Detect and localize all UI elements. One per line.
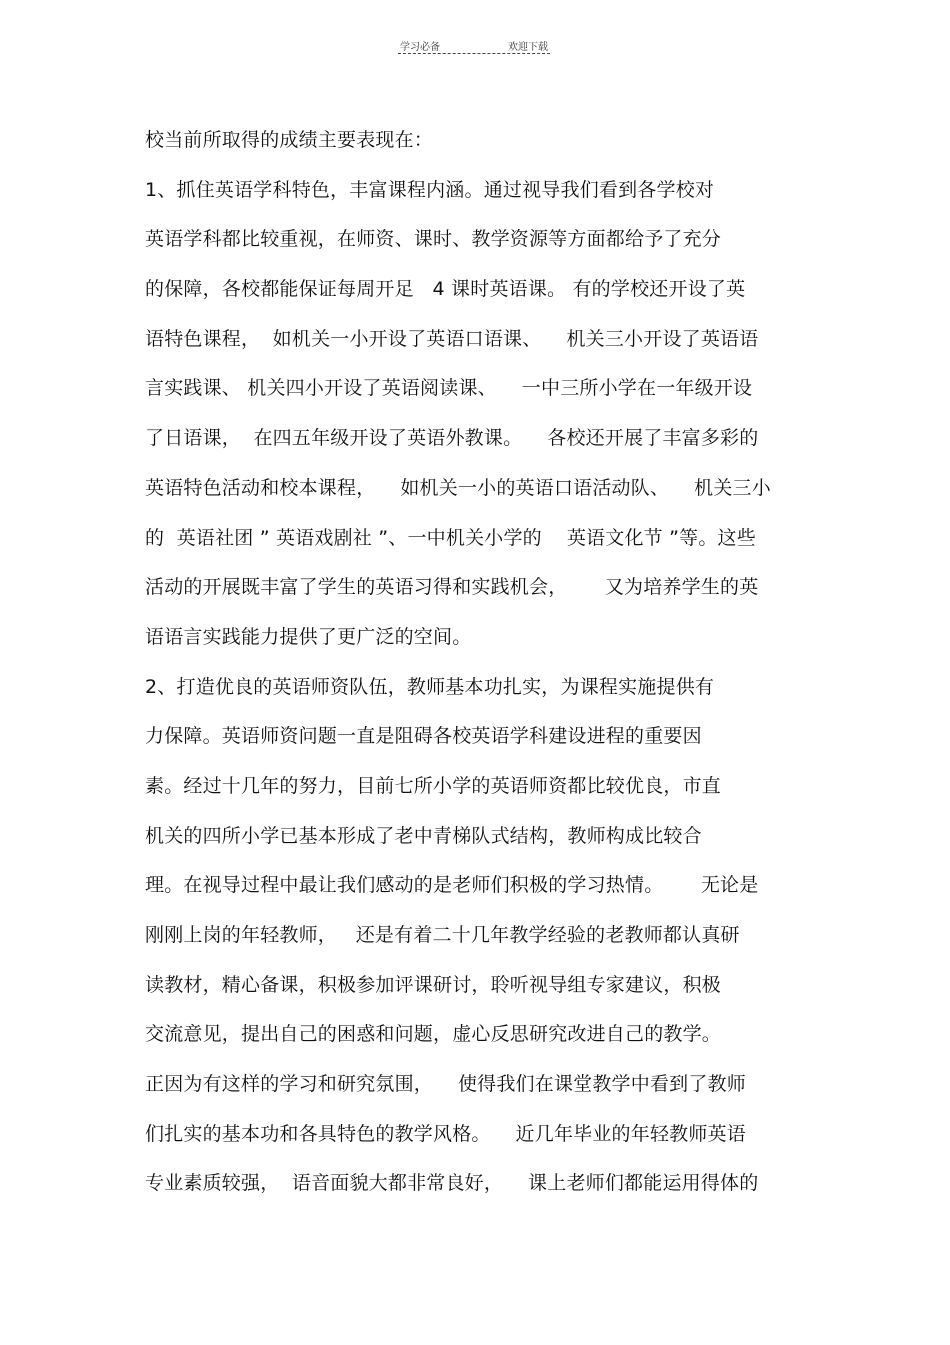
text-line: 读教材，精心备课，积极参加评课研讨，聆听视导组专家建议，积极 <box>145 973 722 996</box>
text-line: 语特色课程， 如机关一小开设了英语口语课、 机关三小开设了英语语 <box>145 327 759 350</box>
text-line: 校当前所取得的成绩主要表现在： <box>145 129 434 151</box>
page-header <box>398 38 550 56</box>
text-line: 英语特色活动和校本课程， 如机关一小的英语口语活动队、 机关三小 <box>145 476 771 499</box>
text-line: 了日语课， 在四五年级开设了英语外教课。 各校还开展了丰富多彩的 <box>145 427 759 450</box>
header-left-text: 学习必备 <box>400 42 440 53</box>
text-line: 们扎实的基本功和各具特色的教学风格。 近几年毕业的年轻教师英语 <box>145 1122 746 1145</box>
text-line: 语语言实践能力提供了更广泛的空间。 <box>145 625 472 648</box>
text-line: 机关的四所小学已基本形成了老中青梯队式结构，教师构成比较合 <box>145 824 702 847</box>
text-line: 活动的开展既丰富了学生的英语习得和实践机会， 又为培养学生的英 <box>145 576 759 599</box>
text-line: 交流意见，提出自己的困惑和问题，虚心反思研究改进自己的教学。 <box>145 1023 722 1046</box>
text-line: 理。在视导过程中最让我们感动的是老师们积极的学习热情。 无论是 <box>145 874 759 897</box>
document-body <box>145 116 825 1209</box>
header-dashed-rule <box>398 53 550 54</box>
header-right-text: 欢迎下载 <box>508 42 548 53</box>
text-line: 1、抓住英语学科特色，丰富课程内涵。通过视导我们看到各学校对 <box>145 178 715 201</box>
text-line: 专业素质较强， 语音面貌大都非常良好， 课上老师们都能运用得体的 <box>145 1172 759 1195</box>
text-line: 的保障，各校都能保证每周开足 4 课时英语课。 有的学校还开设了英 <box>145 278 746 301</box>
text-line: 正因为有这样的学习和研究氛围， 使得我们在课堂教学中看到了教师 <box>145 1073 746 1096</box>
text-line: 素。经过十几年的努力，目前七所小学的英语师资都比较优良，市直 <box>145 774 722 797</box>
text-line: 力保障。英语师资问题一直是阻碍各校英语学科建设进程的重要因 <box>145 725 702 748</box>
text-line: 2、打造优良的英语师资队伍，教师基本功扎实，为课程实施提供有 <box>145 675 715 698</box>
text-line: 刚刚上岗的年轻教师， 还是有着二十几年教学经验的老教师都认真研 <box>145 924 740 946</box>
text-line: 言实践课、 机关四小开设了英语阅读课、 一中三所小学在一年级开设 <box>145 377 753 400</box>
text-line: 英语学科都比较重视，在师资、课时、教学资源等方面都给予了充分 <box>145 228 722 251</box>
text-line: 的 英语社团 ” 英语戏剧社 ”、一中机关小学的 英语文化节 ”等。这些 <box>145 526 756 549</box>
